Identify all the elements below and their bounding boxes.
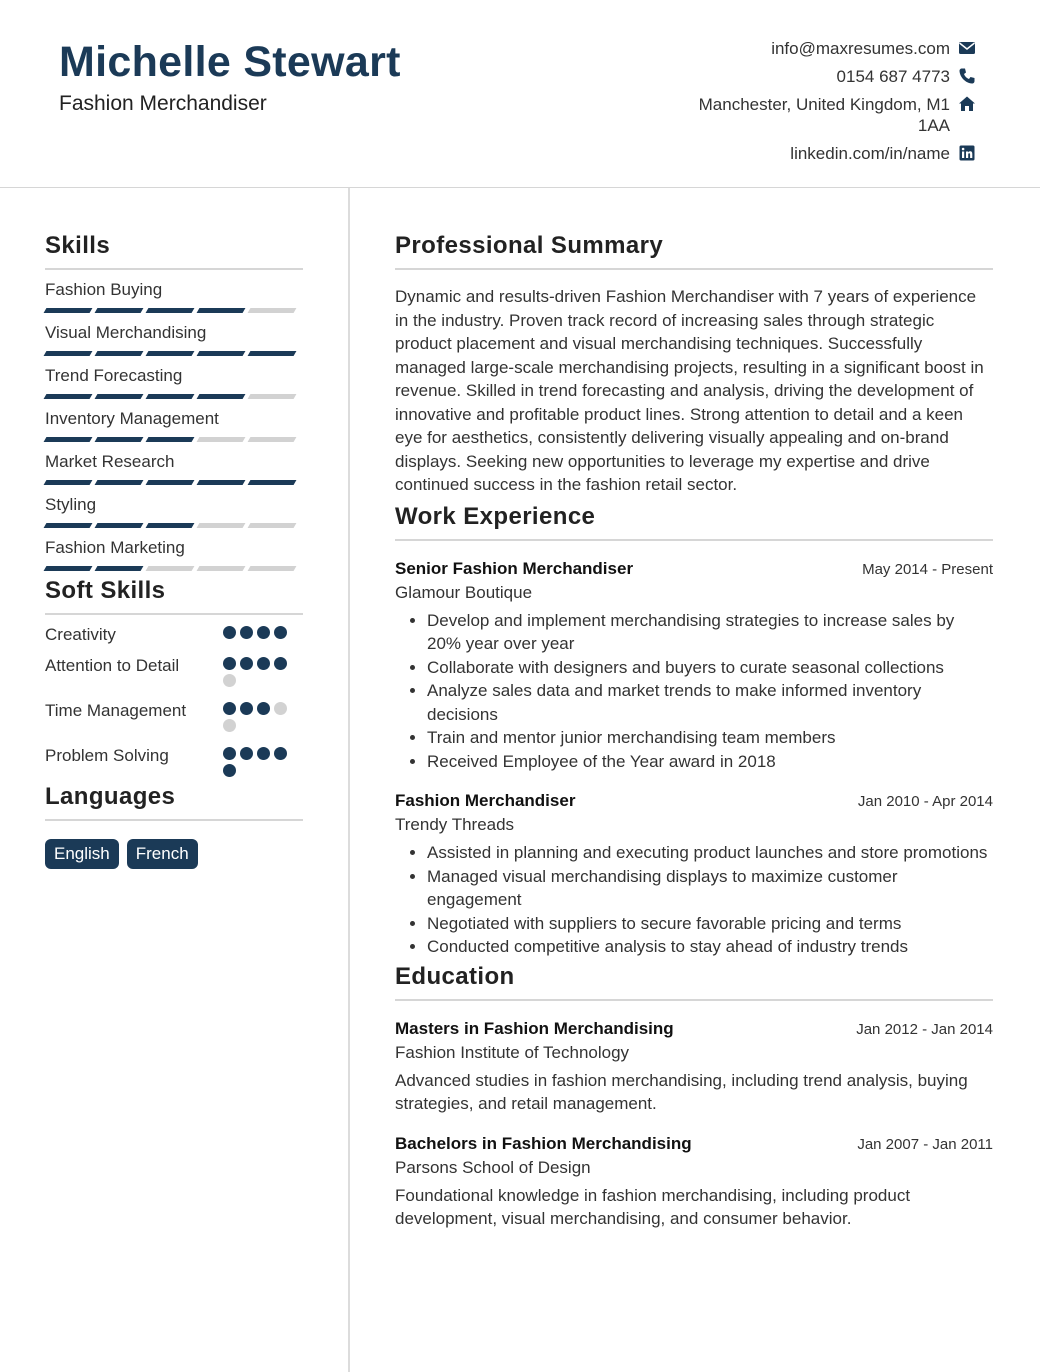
job-date: May 2014 - Present — [862, 560, 993, 578]
skill-level-segment — [248, 351, 297, 356]
skill-level-segment — [95, 480, 144, 485]
contact-address — [646, 94, 976, 136]
skill-level-bars — [45, 437, 303, 442]
skill-name: Trend Forecasting — [45, 366, 183, 385]
candidate-name: Michelle Stewart — [59, 38, 401, 86]
languages-heading: Languages — [45, 783, 303, 821]
soft-skill-dot — [257, 702, 270, 715]
soft-skill-dot — [223, 764, 236, 777]
job-bullet: • Conducted competitive analysis to stay ahead of industry trends — [427, 935, 993, 959]
skill-level-segment — [248, 523, 297, 528]
job-company: Glamour Boutique — [395, 582, 533, 602]
job-bullet: • Managed visual merchandising displays to maximize customer engagement — [427, 865, 993, 912]
soft-skill-dot — [240, 747, 253, 760]
soft-skill-dot — [257, 747, 270, 760]
soft-skill-dot — [257, 626, 270, 639]
skill-level-bars — [45, 351, 303, 356]
skill-name: Visual Merchandising — [45, 323, 207, 342]
skill-level-segment — [197, 437, 246, 442]
soft-skill-name: Creativity — [45, 625, 116, 644]
education-entry — [395, 1134, 993, 1231]
summary-text: Dynamic and results-driven Fashion Merchandiser with 7 years of experience in the industry. Proven track record of increasing sales through strategic product placement and visual merchandising techniques. Successfully managed large-scale merchandising projects, resulting in a significant boost in revenue. Skilled in trend forecasting and analysis, driving the development of innovative and profitable product lines. Strong attention to detail and a keen eye for aesthetics, consistently delivering visually appealing and on-brand displays. Seeking new opportunities to leverage my expertise and drive continued success in the fashion retail sector. — [395, 287, 984, 494]
education-header — [395, 1134, 993, 1154]
skill-level-segment — [146, 394, 195, 399]
language-badge: French — [127, 839, 198, 869]
soft-skills-list — [45, 623, 303, 781]
linkedin-icon — [958, 144, 976, 162]
experience-heading: Work Experience — [395, 503, 993, 541]
phone-text: 0154 687 4773 — [836, 67, 950, 86]
soft-skill-dots — [223, 654, 303, 691]
job-title: Fashion Merchandiser — [395, 791, 576, 810]
school-name: Parsons School of Design — [395, 1157, 591, 1177]
skill-level-segment — [146, 308, 195, 313]
skill-level-segment — [146, 480, 195, 485]
left-column — [45, 232, 303, 869]
email-text: info@maxresumes.com — [771, 39, 950, 58]
soft-skill-item — [45, 623, 303, 646]
skill-name: Fashion Marketing — [45, 538, 185, 557]
summary-heading: Professional Summary — [395, 232, 993, 270]
education-date: Jan 2012 - Jan 2014 — [856, 1020, 993, 1038]
skill-level-segment — [146, 566, 195, 571]
skill-level-segment — [248, 566, 297, 571]
skill-level-segment — [44, 480, 93, 485]
soft-skill-item — [45, 654, 303, 691]
job-bullet: • Received Employee of the Year award in 2018 — [427, 750, 993, 774]
linkedin-text: linkedin.com/in/name — [790, 144, 950, 163]
skill-item — [45, 452, 303, 485]
skill-level-segment — [44, 566, 93, 571]
skill-level-segment — [44, 351, 93, 356]
skill-name: Styling — [45, 495, 97, 514]
skill-level-segment — [248, 437, 297, 442]
skill-level-segment — [95, 523, 144, 528]
soft-skill-dot — [274, 626, 287, 639]
job-entry — [395, 559, 993, 774]
job-date: Jan 2010 - Apr 2014 — [857, 793, 993, 810]
skill-level-segment — [44, 394, 93, 399]
soft-skill-dot — [223, 674, 236, 687]
skill-level-segment — [248, 308, 297, 313]
soft-skill-dot — [240, 702, 253, 715]
skill-level-segment — [95, 394, 144, 399]
job-bullet: • Collaborate with designers and buyers to curate seasonal collections — [427, 656, 993, 680]
skill-level-bars — [45, 566, 303, 571]
skill-level-segment — [197, 566, 246, 571]
candidate-role: Fashion Merchandiser — [59, 92, 267, 115]
job-bullets — [395, 841, 993, 959]
soft-skill-dot — [223, 747, 236, 760]
education-entry — [395, 1019, 993, 1116]
job-company: Trendy Threads — [395, 815, 515, 834]
job-bullet: • Develop and implement merchandising strategies to increase sales by 20% year over year — [427, 609, 993, 656]
skill-level-segment — [95, 351, 144, 356]
skill-level-segment — [146, 437, 195, 442]
skill-level-segment — [44, 437, 93, 442]
skill-level-segment — [95, 566, 144, 571]
job-bullet: • Analyze sales data and market trends to make informed inventory decisions — [427, 679, 993, 726]
education-header — [395, 1019, 993, 1039]
job-title: Senior Fashion Merchandiser — [395, 558, 634, 578]
skills-list — [45, 280, 303, 571]
job-header — [395, 559, 993, 579]
languages-list — [45, 839, 303, 869]
soft-skill-dot — [274, 747, 287, 760]
soft-skill-name: Problem Solving — [45, 746, 169, 765]
skill-level-segment — [44, 308, 93, 313]
soft-skill-dot — [223, 719, 236, 732]
skill-level-segment — [197, 351, 246, 356]
experience-list — [395, 559, 993, 959]
skill-level-segment — [95, 308, 144, 313]
soft-skill-dot — [240, 657, 253, 670]
skill-level-segment — [248, 480, 297, 485]
soft-skill-item — [45, 744, 303, 781]
education-list — [395, 1019, 993, 1231]
skill-level-segment — [248, 394, 297, 399]
skill-item — [45, 409, 303, 442]
contact-email[interactable] — [646, 38, 976, 59]
skill-name: Inventory Management — [45, 409, 219, 428]
skill-name: Fashion Buying — [45, 280, 163, 299]
job-bullet: • Assisted in planning and executing product launches and store promotions — [427, 841, 993, 865]
soft-skill-dot — [223, 657, 236, 670]
soft-skill-dots — [223, 623, 303, 646]
skill-level-segment — [197, 308, 246, 313]
education-description: Foundational knowledge in fashion merchandising, including product development, visual merchandising, and consumer behavior. — [395, 1185, 911, 1228]
soft-skill-name: Attention to Detail — [45, 656, 180, 675]
skill-level-bars — [45, 523, 303, 528]
right-column — [395, 232, 993, 1231]
skill-level-segment — [95, 437, 144, 442]
skill-level-segment — [146, 523, 195, 528]
skill-item — [45, 495, 303, 528]
job-bullet: • Train and mentor junior merchandising team members — [427, 726, 993, 750]
degree-title: Masters in Fashion Merchandising — [395, 1018, 674, 1038]
soft-skill-dot — [223, 702, 236, 715]
skill-item — [45, 323, 303, 356]
soft-skills-heading: Soft Skills — [45, 577, 303, 615]
school-name: Fashion Institute of Technology — [395, 1042, 630, 1062]
column-divider — [348, 188, 350, 1372]
soft-skill-dot — [240, 626, 253, 639]
skill-level-segment — [197, 480, 246, 485]
phone-icon — [958, 67, 976, 85]
education-description: Advanced studies in fashion merchandising, including trend analysis, buying strategies, and retail management. — [395, 1070, 968, 1113]
language-badge: English — [45, 839, 119, 869]
contact-phone[interactable] — [646, 66, 976, 87]
address-text: Manchester, United Kingdom, M1 1AA — [698, 95, 950, 135]
skill-item — [45, 538, 303, 571]
soft-skill-dot — [274, 702, 287, 715]
skill-level-segment — [146, 351, 195, 356]
skill-level-segment — [44, 523, 93, 528]
contact-linkedin[interactable] — [646, 143, 976, 164]
degree-title: Bachelors in Fashion Merchandising — [395, 1133, 692, 1153]
skill-level-segment — [197, 523, 246, 528]
education-heading: Education — [395, 963, 993, 1001]
envelope-icon — [958, 39, 976, 57]
job-header — [395, 791, 993, 811]
job-bullet: • Negotiated with suppliers to secure favorable pricing and terms — [427, 912, 993, 936]
soft-skill-dot — [223, 626, 236, 639]
soft-skill-item — [45, 699, 303, 736]
soft-skill-name: Time Management — [45, 701, 187, 720]
soft-skill-dot — [257, 657, 270, 670]
soft-skill-dots — [223, 744, 303, 781]
job-bullets — [395, 609, 993, 774]
skill-item — [45, 366, 303, 399]
skill-level-bars — [45, 480, 303, 485]
education-date: Jan 2007 - Jan 2011 — [857, 1135, 993, 1153]
skill-name: Market Research — [45, 452, 175, 471]
skill-item — [45, 280, 303, 313]
soft-skill-dots — [223, 699, 303, 736]
job-entry — [395, 791, 993, 959]
skill-level-segment — [197, 394, 246, 399]
resume-header — [0, 0, 1040, 188]
contact-block — [646, 38, 976, 171]
skill-level-bars — [45, 308, 303, 313]
skill-level-bars — [45, 394, 303, 399]
soft-skill-dot — [274, 657, 287, 670]
skills-heading: Skills — [45, 232, 303, 270]
home-icon — [958, 95, 976, 113]
